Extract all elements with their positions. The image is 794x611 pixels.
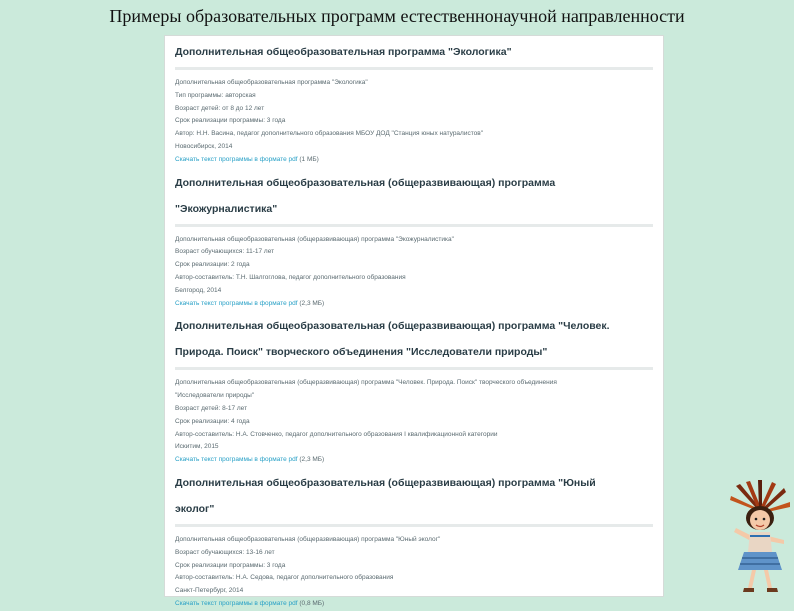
programs-panel — [164, 35, 664, 607]
file-size: (0,8 МБ) — [299, 599, 325, 607]
program-heading[interactable] — [175, 313, 653, 365]
program-heading-line[interactable]: Дополнительная общеобразовательная программа "Экологика" — [175, 46, 512, 58]
program-detail: Возраст обучающихся: 11-17 лет — [175, 248, 275, 256]
program-detail: Санкт-Петербург, 2014 — [175, 587, 244, 595]
download-pdf-link[interactable] — [175, 454, 653, 467]
program-heading-line[interactable]: Дополнительная общеобразовательная (общеразвивающая) программа "Человек. — [175, 320, 610, 333]
download-pdf-label[interactable]: Скачать текст программы в формате pdf — [175, 155, 298, 163]
program-detail: Тип программы: авторская — [175, 91, 256, 99]
program-detail: Новосибирск, 2014 — [175, 142, 233, 150]
program-heading-line[interactable]: "Экожурналистика" — [175, 202, 278, 215]
program-detail: Автор-составитель: Т.Н. Шалгоглова, педагог дополнительного образования — [175, 273, 406, 281]
program-heading[interactable] — [175, 170, 653, 222]
section-divider — [175, 67, 653, 70]
program-block-ecologika — [175, 39, 653, 167]
program-detail: Срок реализации программы: 3 года — [175, 561, 286, 569]
program-detail: Срок реализации: 2 года — [175, 261, 250, 269]
program-heading-line[interactable]: эколог" — [175, 502, 215, 515]
section-divider — [175, 224, 653, 227]
download-pdf-label[interactable]: Скачать текст программы в формате pdf — [175, 299, 298, 307]
download-pdf-label[interactable]: Скачать текст программы в формате pdf — [175, 456, 298, 464]
program-heading-line[interactable]: Дополнительная общеобразовательная (общеразвивающая) программа "Юный — [175, 476, 596, 489]
dancing-girl-mascot — [722, 480, 794, 595]
download-pdf-link[interactable] — [175, 154, 653, 167]
program-detail: "Исследователи природы" — [175, 392, 255, 400]
section-divider — [175, 367, 653, 370]
program-block-nature-researchers — [175, 313, 653, 467]
program-heading[interactable] — [175, 470, 653, 522]
program-heading[interactable] — [175, 39, 653, 65]
program-detail: Срок реализации: 4 года — [175, 417, 250, 425]
program-detail: Автор-составитель: Н.А. Стовченко, педагог дополнительного образования I квалификационной категории — [175, 430, 498, 438]
program-detail: Дополнительная общеобразовательная программа "Экологика" — [175, 79, 368, 86]
program-detail: Автор: Н.Н. Васина, педагог дополнительного образования МБОУ ДОД "Станция юных натуралистов" — [175, 130, 484, 138]
program-heading-line[interactable]: Дополнительная общеобразовательная (общеразвивающая) программа — [175, 176, 556, 189]
download-pdf-link[interactable] — [175, 298, 653, 311]
program-detail: Возраст детей: 8-17 лет — [175, 404, 248, 412]
program-detail: Дополнительная общеобразовательная (общеразвивающая) программа "Юный эколог" — [175, 535, 441, 543]
file-size: (2,3 МБ) — [299, 456, 325, 464]
download-pdf-label[interactable]: Скачать текст программы в формате pdf — [175, 599, 298, 607]
program-block-ecojournalism — [175, 170, 653, 311]
program-detail: Белгород, 2014 — [175, 286, 222, 294]
program-detail: Автор-составитель: Н.А. Седова, педагог дополнительного образования — [175, 574, 394, 582]
download-pdf-link[interactable] — [175, 598, 653, 611]
file-size: (1 МБ) — [299, 155, 319, 163]
file-size: (2,3 МБ) — [299, 299, 325, 307]
section-divider — [175, 524, 653, 527]
slide-title: Примеры образовательных программ естественнонаучной направленности — [109, 6, 685, 26]
program-detail: Дополнительная общеобразовательная (общеразвивающая) программа "Человек. Природа. Поиск" творческого объединения — [175, 379, 557, 387]
program-heading-line[interactable]: Природа. Поиск" творческого объединения "Исследователи природы" — [175, 346, 548, 359]
program-detail: Срок реализации программы: 3 года — [175, 117, 286, 125]
program-block-young-ecologist — [175, 470, 653, 611]
program-detail: Искитим, 2015 — [175, 443, 219, 451]
program-detail: Возраст обучающихся: 13-16 лет — [175, 548, 275, 556]
program-detail: Дополнительная общеобразовательная (общеразвивающая) программа "Экожурналистика" — [175, 235, 454, 243]
program-detail: Возраст детей: от 8 до 12 лет — [175, 104, 265, 112]
